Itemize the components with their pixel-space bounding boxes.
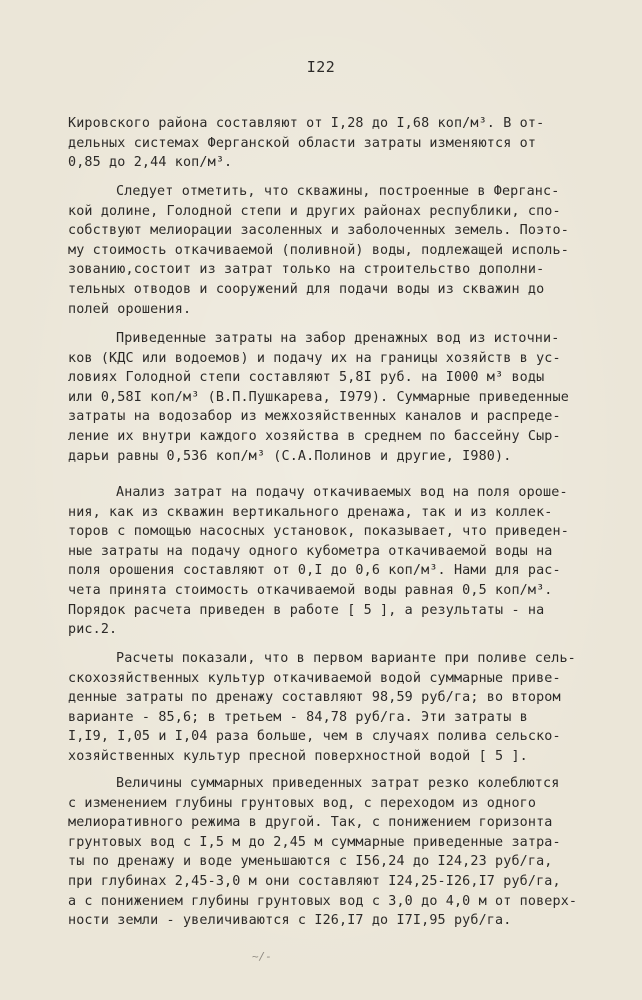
text-line: ление их внутри каждого хозяйства в среднем по бассейну Сыр- xyxy=(68,428,561,444)
paragraph-2 xyxy=(68,182,588,319)
text-line: кой долине, Голодной степи и других районах республики, спо- xyxy=(68,203,561,219)
text-line: Приведенные затраты на забор дренажных вод из источни- xyxy=(116,331,560,346)
text-line: собствуют мелиорации засоленных и заболоченных земель. Поэто- xyxy=(68,223,569,239)
text-line: мелиоративного режима в другой. Так, с понижением горизонта xyxy=(68,815,553,831)
text-line: полей орошения. xyxy=(68,301,192,317)
page-number: I22 xyxy=(306,58,336,76)
text-line: денные затраты по дренажу составляют 98,59 руб/га; во втором xyxy=(68,690,561,706)
text-line: ные затраты на подачу одного кубометра откачиваемой воды на xyxy=(68,543,553,559)
text-line: ков (КДС или водоемов) и подачу их на границы хозяйств в ус- xyxy=(68,350,561,366)
text-line: дельных системах Ферганской области затраты изменяются от xyxy=(68,135,537,151)
text-line: му стоимость откачиваемой (поливной) воды, подлежащей исполь- xyxy=(68,242,569,258)
text-line: чета принята стоимость откачиваемой воды равная 0,5 коп/м³. xyxy=(68,582,553,598)
text-line: ния, как из скважин вертикального дренажа, так и из коллек- xyxy=(68,504,553,520)
text-line: Кировского района составляют от I,28 до I,68 коп/м³. В от- xyxy=(68,116,545,131)
text-line: поля орошения составляют от 0,I до 0,6 коп/м³. Нами для рас- xyxy=(68,563,561,579)
text-line: с изменением глубины грунтовых вод, с переходом из одного xyxy=(68,795,537,811)
text-line: дарьи равны 0,536 коп/м³ (С.А.Полинов и другие, I980). xyxy=(68,448,512,464)
text-line: тельных отводов и сооружений для подачи воды из скважин до xyxy=(68,281,545,297)
text-line: ности земли - увеличиваются с I26,I7 до I7I,95 руб/га. xyxy=(68,913,512,929)
text-line: варианте - 85,6; в третьем - 84,78 руб/га. Эти затраты в xyxy=(68,709,528,725)
text-line: рис.2. xyxy=(68,622,118,638)
text-line: I,I9, I,05 и I,04 раза больше, чем в случаях полива сельско- xyxy=(68,729,561,745)
text-line: зованию,состоит из затрат только на строительство дополни- xyxy=(68,262,545,278)
text-line: Величины суммарных приведенных затрат резко колеблются xyxy=(116,776,560,791)
text-line: а с понижением глубины грунтовых вод с 3,0 до 4,0 м от поверх- xyxy=(68,893,578,909)
paragraph-6 xyxy=(68,774,588,931)
text-line: скохозяйственных культур откачиваемой водой суммарные приве- xyxy=(68,670,561,686)
text-line: или 0,58I коп/м³ (В.П.Пушкарева, I979). Суммарные приведенные xyxy=(68,389,569,405)
text-line: ловиях Голодной степи составляют 5,8I руб. на I000 м³ воды xyxy=(68,370,545,386)
text-line: затраты на водозабор из межхозяйственных каналов и распреде- xyxy=(68,409,561,425)
text-line: грунтовых вод с I,5 м до 2,45 м суммарные приведенные затра- xyxy=(68,834,561,850)
text-line: хозяйственных культур пресной поверхностной водой [ 5 ]. xyxy=(68,748,528,764)
text-line: Следует отметить, что скважины, построенные в Ферганс- xyxy=(116,184,560,199)
text-line: торов с помощью насосных установок, показывает, что приведен- xyxy=(68,524,569,540)
paragraph-1 xyxy=(68,114,588,173)
text-line: при глубинах 2,45-3,0 м они составляют I24,25-I26,I7 руб/га, xyxy=(68,873,561,889)
paragraph-5 xyxy=(68,649,588,767)
paragraph-3 xyxy=(68,329,588,466)
text-line: ты по дренажу и воде уменьшаются с I56,24 до I24,23 руб/га, xyxy=(68,854,553,870)
text-line: 0,85 до 2,44 коп/м³. xyxy=(68,155,233,171)
text-line: Анализ затрат на подачу откачиваемых вод на поля ороше- xyxy=(116,485,568,500)
text-line: Расчеты показали, что в первом варианте при поливе сель- xyxy=(116,651,576,666)
paragraph-4 xyxy=(68,483,588,640)
footer-mark: ~/- xyxy=(252,950,272,963)
text-line: Порядок расчета приведен в работе [ 5 ], а результаты - на xyxy=(68,602,545,618)
